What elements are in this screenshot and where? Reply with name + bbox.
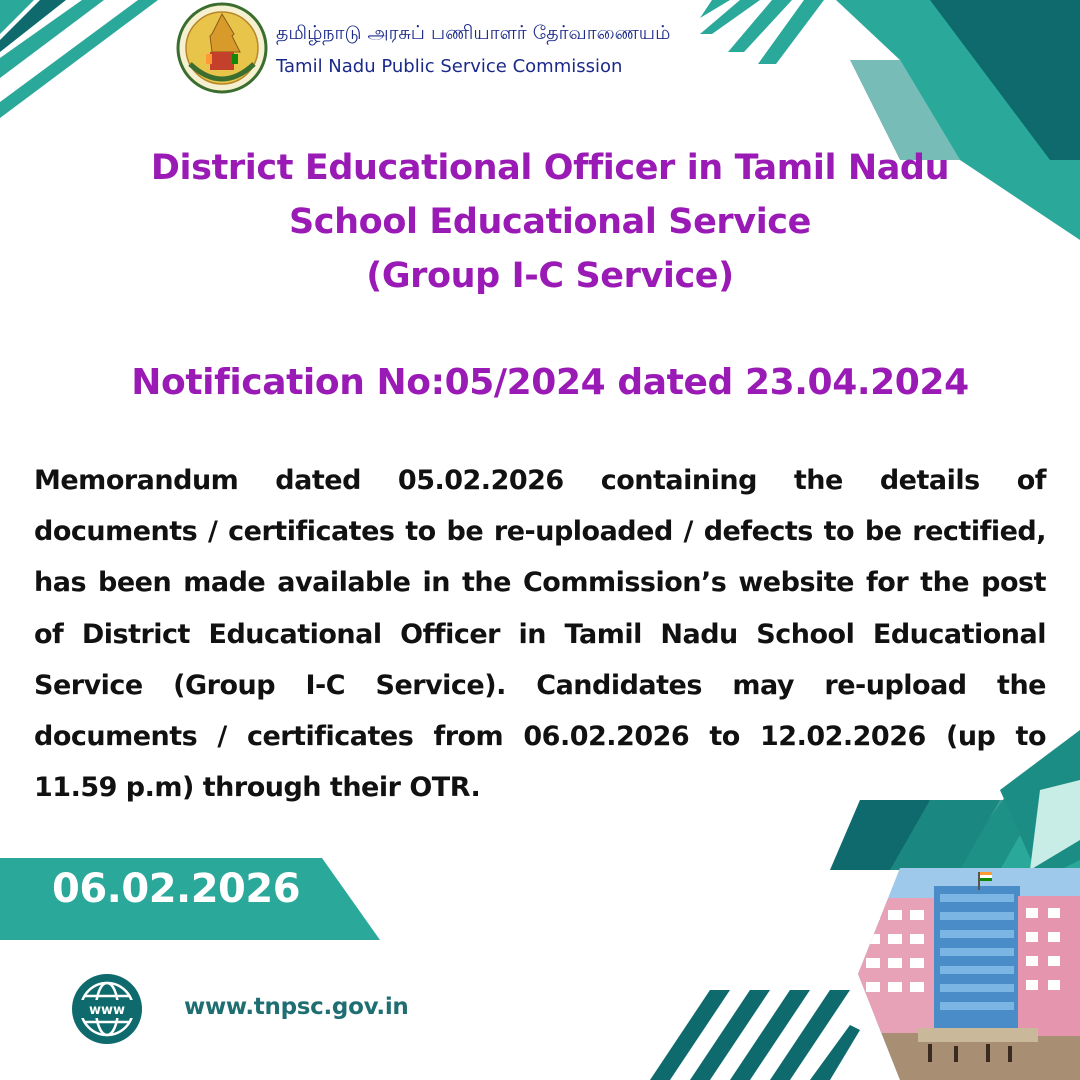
memorandum-body: Memorandum dated 05.02.2026 containing the details of documents / certificates to be re-uploaded / defects to be rectified, has been made available in the Commission’s website for the post of District Educational Officer in Tamil Nadu School Educational Service (Group I-C Service). Candidates may re-upload the documents / certificates from 06.02.2026 to 12.02.2026 (up to 11.59 p.m) through their OTR. — [34, 465, 1046, 804]
tamil-nadu-emblem-icon — [176, 2, 268, 94]
website-link[interactable]: www.tnpsc.gov.in — [184, 994, 409, 1020]
tnpsc-building-photo — [858, 868, 1080, 1080]
org-name-tamil: தமிழ்நாடு அரசுப் பணியாளர் தேர்வாணையம் — [276, 22, 671, 44]
post-title-line-1: District Educational Officer in Tamil Nadu — [150, 148, 950, 188]
header — [176, 2, 696, 94]
announcement-date: 06.02.2026 — [52, 866, 301, 912]
org-name-english: Tamil Nadu Public Service Commission — [276, 56, 623, 77]
post-title-line-3: (Group I-C Service) — [366, 256, 734, 296]
notification-number: Notification No:05/2024 dated 23.04.2024 — [131, 362, 969, 403]
post-title-line-2: School Educational Service — [289, 202, 811, 242]
globe-www-icon — [70, 972, 144, 1046]
globe-www-label: www — [88, 1003, 126, 1018]
